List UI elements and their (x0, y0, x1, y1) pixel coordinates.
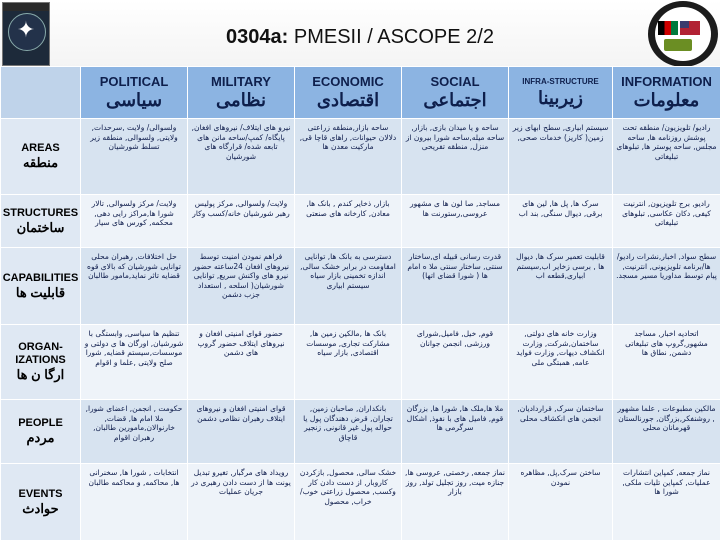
table-cell: ساحه و یا میدان بازی, بازار, ساحه میله,ساحه شورا بیرون از منزل, منطقه تفریحی (402, 119, 509, 195)
row-label (1, 119, 81, 195)
table-cell: خشک سالی, محصول, بازکردن کاروبار, از دست دادن کار وکسب, محصول زراعتی خوب/خراب, محصول (295, 464, 402, 541)
row-fa-label: منطقه (1, 155, 80, 171)
table-cell: فراهم نمودن امنیت توسط نیروهای افغان 24ساعته حضور نیرو های واکنش سریع, توانایی شورشیان( اسلحه , استعداد جزب دشمن (188, 248, 295, 325)
logo-band (3, 3, 49, 11)
table-cell: مالکین مطبوعات , علما مشهور , روشنفکر,بزرگان, جورنالستان قهرمانان محلی (613, 400, 720, 464)
column-military (188, 67, 295, 119)
table-cell: رویداد های مرگبار, تغیرو تبدیل یونت ها از دست دادن رهبری در جریان عملیات (188, 464, 295, 541)
table-cell: سرک ها, پل ها, لین های برقی, دیوال سنگی, بند اب (509, 195, 613, 248)
table-cell: تنظیم ها سیاسی, وابستگی با شورشیان, اورگان ها ی دولتی و موسسات,سیستم قضایه, شورا صلح ولایتی ,علما و اقوام (81, 325, 188, 400)
column-en-label: INFRA-STRUCTURE (509, 77, 612, 87)
column-political (81, 67, 188, 119)
column-en-label: POLITICAL (81, 74, 187, 89)
title-text: PMESII / ASCOPE 2/2 (288, 26, 494, 48)
compass-star-icon: ✦ (13, 18, 39, 44)
table-cell: حکومت , انجمن, اعضای شورا, ملا امام ها, قضات, خارنوالان,مامورین طالبان, رهبران اقوام (81, 400, 188, 464)
row-en-label: AREAS (1, 142, 80, 155)
column-en-label: MILITARY (188, 74, 294, 89)
corner-cell (1, 67, 81, 119)
row-label (1, 400, 81, 464)
table-cell: نماز جمعه, رخصتی, عروسی ها, جنازه میت, روز تجلیل تولد, روز بازار (402, 464, 509, 541)
table-cell: نیرو های ایتلاف/ نیروهای افغان, پایگاه/ کمپ/ساحه مانن های تابعه شده/ قرارگاه های شورشیان (188, 119, 295, 195)
row-fa-label: ساختمان (1, 220, 80, 236)
slide-title (0, 26, 720, 49)
pmesii-ascope-table (0, 66, 720, 541)
table-cell: قوم, خیل, فامیل,شوراى ورزشی, انجمن جوانان (402, 325, 509, 400)
table-cell: بانکداران, صاحبان زمین, تجاران, قرض دهندگان پول یا حواله پول غیر قانونی, زنجیر قاچاق (295, 400, 402, 464)
table-cell: وزارت خانه های دولتی, ساختمان,شرکت, وزارت انکشاف دیهات, وزارت فواید عامه, همبتگی ملی (509, 325, 613, 400)
table-cell: قابلیت تعمیر سرک ها, دیوال ها , برسی زخایر اب,سیستم ابیاری,قطعه اب (509, 248, 613, 325)
table-cell: ولایت/ مرکز ولسوالی, تالار شورا ها,مراکز رایی دهی, محکمه, کورس های سیار (81, 195, 188, 248)
header-row (1, 67, 720, 119)
table-cell: انتخابات , شورا ها, سخنرانی ها, محاکمه, و محاکمه طالبان (81, 464, 188, 541)
row-organizations (1, 325, 720, 400)
row-label (1, 195, 81, 248)
row-structures (1, 195, 720, 248)
table-cell: رادیو, برج تلویزیون, انترنیت کیفی, دکان عکاسی, تبلوهای تبلیغاتی (613, 195, 720, 248)
row-fa-label: قابلیت ها (1, 285, 80, 301)
row-capabilities (1, 248, 720, 325)
table-cell: دسترسی به بانک ها, توانایی امقاومت در برابر خشک سالی, اندازه تخمینی بازار سیاه سیستم ابیاری (295, 248, 402, 325)
table-cell: ساختمان سرک, قراردادیان, انجمن های انکشاف محلی (509, 400, 613, 464)
row-en-label: EVENTS (1, 488, 80, 501)
afghan-flag-icon (658, 21, 678, 35)
table-cell: سطح سواد, اخبار,نشرات رادیو/ها/برنامه تلویزیونی, انترنیت, پیام توسط مداوریا مسیر مسجد. (613, 248, 720, 325)
column-fa-label: اجتماعی (402, 89, 508, 111)
table-cell: حل اختلافات, رهبران محلی توانایی شورشیان که بالای قوه قضایه تاثر نماید,مامور طالبان (81, 248, 188, 325)
table-cell: بانک ها ,مالکین زمین ها, مشارکت تجاری, موسسات اقتصادی, بازار سیاه (295, 325, 402, 400)
column-social (402, 67, 509, 119)
table-cell: ساختن سرک,پل, مظاهره نمودن (509, 464, 613, 541)
row-events (1, 464, 720, 541)
table-cell: حضور قوای امنیتی افغان و نیروهای ایتلاف حضور گروپ های دشمن (188, 325, 295, 400)
title-code: 0304a: (226, 26, 288, 48)
table-cell: قوای امنیتی افغان و نیروهای ایتلاف رهبران نظامی دشمن (188, 400, 295, 464)
row-en-label: PEOPLE (1, 417, 80, 430)
row-label (1, 464, 81, 541)
column-infrastructure (509, 67, 613, 119)
column-fa-label: نظامی (188, 89, 294, 111)
row-people (1, 400, 720, 464)
column-fa-label: معلومات (613, 89, 720, 111)
table-cell: قدرت رسانی قبیله ای,ساختار سنتی, ساختار سنتی ملا ه امام ها ( شورا قضای اتها) (402, 248, 509, 325)
row-fa-label: حوادث (1, 501, 80, 517)
row-label (1, 325, 81, 400)
row-areas (1, 119, 720, 195)
column-economic (295, 67, 402, 119)
column-fa-label: سیاسی (81, 89, 187, 111)
column-information (613, 67, 720, 119)
column-en-label: INFORMATION (613, 74, 720, 89)
table-cell: نماز جمعه, کمپاین انتشارات عملیات, کمپاین تلیات ملکی, شورا ها (613, 464, 720, 541)
table-cell: ولایت/ ولسوالی, مرکز پولیس رهبر شورشیان خانه/کسب وکار (188, 195, 295, 248)
column-en-label: ECONOMIC (295, 74, 401, 89)
row-label (1, 248, 81, 325)
table-cell: اتحادیه اخبار, مساجد مشهور,گروپ های تبلیغاتی دشمن, نطاق ها (613, 325, 720, 400)
table-cell: سیستم ابیاری, سطح ابهای زیر زمین( کاریز) خدمات صحی, (509, 119, 613, 195)
seal-emblem (664, 39, 692, 51)
column-fa-label: اقتصادی (295, 89, 401, 111)
slide-header (0, 0, 720, 68)
table-cell: رادیو/ تلویزیون/ منطقه تحت پوشش روزنامه ها, ساحه مجلس, ساحه پوستر ها, تبلوهای تبلیغاتی (613, 119, 720, 195)
row-en-label: STRUCTURES (1, 207, 80, 220)
table-cell: ساحه بازار,منطقه زراعتی دلالان حیوانات, راهای قاچا قی, مارکیت معدن ها (295, 119, 402, 195)
table-cell: ولسوالی/ ولایت ,سرحدات, ولایتی, ولسوالی, منطقه زیر تسلط شورشیان (81, 119, 188, 195)
row-en-label: CAPABILITIES (1, 272, 80, 285)
us-flag-icon (680, 21, 700, 35)
column-fa-label: زیربینا (509, 87, 612, 109)
row-fa-label: ارگا ن ها (1, 367, 80, 383)
row-en-label: ORGAN-IZATIONS (1, 341, 80, 367)
table-cell: مساجد, صا لون ها ی مشهور عروسی,رستورنت ها (402, 195, 509, 248)
column-en-label: SOCIAL (402, 74, 508, 89)
row-fa-label: مردم (1, 430, 80, 446)
table-cell: بازار, ذخایر کندم , بانک ها, معادن, کارخانه های صنعتی (295, 195, 402, 248)
table-cell: ملا ها,ملک ها, شورا ها, بزرگان قوم, فامیل های با نفوذ, اشکال سرگرمی ها (402, 400, 509, 464)
military-advisor-seal (648, 1, 718, 67)
